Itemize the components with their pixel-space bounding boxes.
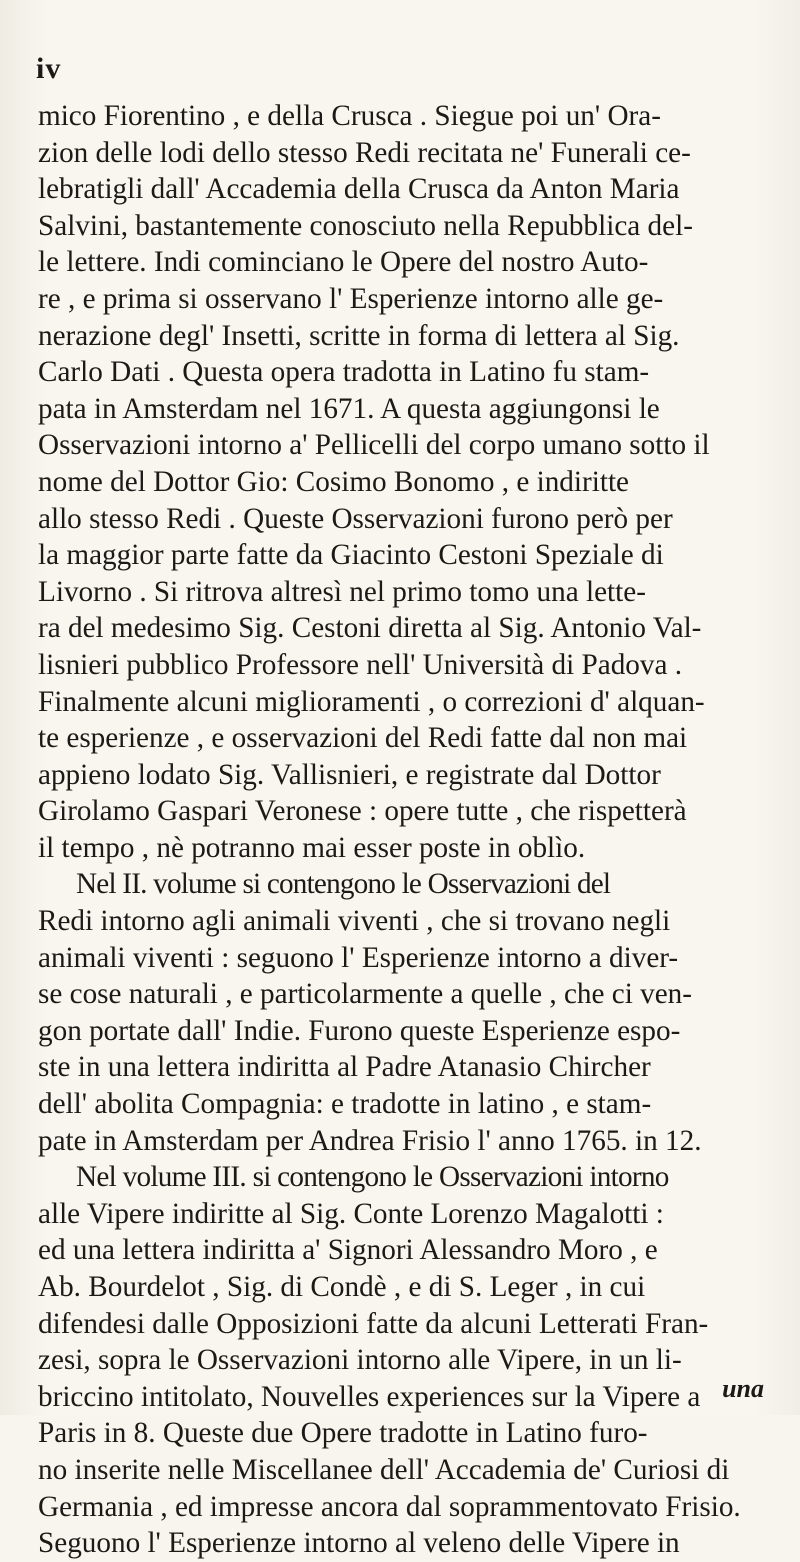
text-line: re , e prima si osservano l' Esperienze intorno alle ge- — [38, 282, 664, 315]
text-line: Osservazioni intorno a' Pellicelli del corpo umano sotto il — [38, 429, 710, 462]
text-line: alle Vipere indiritte al Sig. Conte Lorenzo Magalotti : — [38, 1197, 664, 1230]
text-line: zesi, sopra le Osservazioni intorno alle Vipere, in un li- — [38, 1344, 682, 1377]
text-line: la maggior parte fatte da Giacinto Cestoni Speziale di — [38, 539, 664, 572]
text-line: Livorno . Si ritrova altresì nel primo tomo una lette- — [38, 575, 646, 608]
text-line: animali viventi : seguono l' Esperienze intorno a diver- — [38, 941, 679, 974]
text-line: pate in Amsterdam per Andrea Frisio l' anno 1765. in 12. — [38, 1124, 702, 1157]
text-line: dell' abolita Compagnia: e tradotte in latino , e stam- — [38, 1088, 652, 1121]
text-line: ed una lettera indiritta a' Signori Alessandro Moro , e — [38, 1234, 658, 1267]
text-line: Ab. Bourdelot , Sig. di Condè , e di S. Leger , in cui — [38, 1271, 646, 1303]
text-line: gon portate dall' Indie. Furono queste Esperienze espo- — [38, 1014, 681, 1047]
text-line: pata in Amsterdam nel 1671. A questa aggiungonsi le — [38, 392, 660, 425]
text-line: se cose naturali , e particolarmente a quelle , che ci ven- — [38, 978, 692, 1011]
text-line: briccino intitolato, Nouvelles experiences sur la Vipere a — [38, 1380, 701, 1413]
text-line: Paris in 8. Queste due Opere tradotte in Latino furo- — [38, 1417, 648, 1450]
text-line: allo stesso Redi . Queste Osservazioni furono però per — [38, 502, 673, 535]
text-line: lisnieri pubblico Professore nell' Università di Padova . — [38, 648, 683, 681]
text-line: te esperienze , e osservazioni del Redi fatte dal non mai — [38, 722, 688, 755]
text-line: no inserite nelle Miscellanee dell' Accademia de' Curiosi di — [38, 1453, 730, 1486]
text-line: le lettere. Indi cominciano le Opere del nostro Auto- — [38, 246, 649, 279]
body-text — [38, 98, 768, 1562]
catchword: una — [722, 1374, 764, 1403]
text-line: zion delle lodi dello stesso Redi recitata ne' Funerali ce- — [38, 136, 691, 169]
text-line: Carlo Dati . Questa opera tradotta in Latino fu stam- — [38, 356, 650, 389]
text-line: Seguono l' Esperienze intorno al veleno delle Vipere in — [38, 1527, 680, 1560]
text-line: Germania , ed impresse ancora dal soprammentovato Frisio. — [38, 1490, 741, 1523]
text-line: Salvini, bastantemente conosciuto nella Repubblica del- — [38, 209, 693, 242]
text-line: ra del medesimo Sig. Cestoni diretta al Sig. Antonio Val- — [38, 612, 702, 645]
text-line: difendesi dalle Opposizioni fatte da alcuni Letterati Fran- — [38, 1307, 709, 1340]
text-line: ste in una lettera indiritta al Padre Atanasio Chircher — [38, 1051, 651, 1084]
text-line: nome del Dottor Gio: Cosimo Bonomo , e indiritte — [38, 465, 630, 498]
text-line: appieno lodato Sig. Vallisnieri, e registrate dal Dottor — [38, 758, 661, 791]
text-line: lebratigli dall' Accademia della Crusca da Anton Maria — [38, 173, 680, 206]
text-line: il tempo , nè potranno mai esser poste in oblìo. — [38, 831, 586, 864]
page-number: iv — [36, 52, 62, 85]
text-line: Girolamo Gaspari Veronese : opere tutte , che rispetterà — [38, 795, 687, 828]
text-line: Finalmente alcuni miglioramenti , o correzioni d' alquan- — [38, 685, 705, 718]
text-line: mico Fiorentino , e della Crusca . Siegue poi un' Ora- — [38, 100, 661, 132]
text-line: Redi intorno agli animali viventi , che si trovano negli — [38, 905, 671, 938]
text-line: Nel II. volume si contengono le Osservazioni del — [76, 868, 611, 901]
text-line: Nel volume III. si contengono le Osservazioni intorno — [76, 1161, 669, 1194]
text-line: nerazione degl' Insetti, scritte in forma di lettera al Sig. — [38, 319, 680, 352]
